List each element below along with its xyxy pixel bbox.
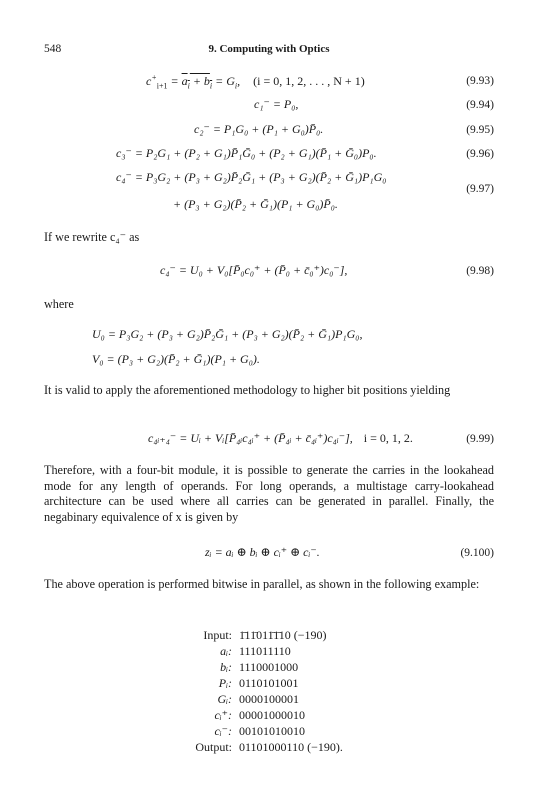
paragraph-valid: It is valid to apply the aforementioned methodology to higher bit positions yielding <box>44 383 451 397</box>
equation-u0: U₀ = P₃G₂ + (P₃ + G₂)P̄₂Ḡ₁ + (P₃ + G₂)(P̄₂ + Ḡ₁)P₁G₀, <box>92 327 363 341</box>
equation-number: (9.100) <box>460 547 494 559</box>
paragraph-above: The above operation is performed bitwise in parallel, as shown in the following example: <box>44 577 480 591</box>
example-row: bᵢ: 1110001000 <box>220 660 299 674</box>
equation-number: (9.97) <box>466 183 494 195</box>
equation-number: (9.95) <box>466 124 494 136</box>
example-row: Gᵢ: 0000100001 <box>217 692 299 706</box>
equation-9-98: c₄⁻ = U₀ + V₀[P̄₀c₀⁺ + (P̄₀ + c̄₀⁺)c₀⁻], <box>160 263 348 277</box>
equation-9-95: c₂⁻ = P₁G₀ + (P₁ + G₀)P̄₀. <box>194 122 324 136</box>
equation-number: (9.99) <box>466 433 494 445</box>
example-row: Pᵢ: 0110101001 <box>218 676 299 690</box>
example-row: Output: 01101000110 (−190). <box>195 740 343 754</box>
equation-9-93: $c^+_{i+1} = a_i + b_i = G_i$, (i = 0, 1, 2, . . . , N + 1) <box>146 73 365 91</box>
example-row: aᵢ: 111011110 <box>220 644 291 658</box>
equation-v0: V₀ = (P₃ + G₂)(P̄₂ + Ḡ₁)(P₁ + G₀). <box>92 352 260 366</box>
paragraph-rewrite: If we rewrite c₄⁻ as <box>44 230 140 244</box>
equation-9-99: c₄ᵢ₊₄⁻ = Uᵢ + Vᵢ[P̄₄ᵢc₄ᵢ⁺ + (P̄₄ᵢ + c̄₄ᵢ⁺)c₄ᵢ⁻], i = 0, 1, 2. <box>148 431 413 445</box>
equation-number: (9.94) <box>466 99 494 111</box>
equation-number: (9.96) <box>466 148 494 160</box>
example-row: cᵢ⁺: 00001000010 <box>214 708 305 722</box>
page-header <box>44 43 494 59</box>
example-row: Input: 1̄11̄011̄1̄10 (−190) <box>203 628 327 642</box>
equation-9-100: zᵢ = aᵢ ⊕ bᵢ ⊕ cᵢ⁺ ⊕ cᵢ⁻. <box>205 545 320 559</box>
page-number: 548 <box>44 43 62 55</box>
equation-9-97-line2: + (P₃ + G₂)(P̄₂ + Ḡ₁)(P₁ + G₀)P̄₀. <box>173 197 338 211</box>
equation-number: (9.93) <box>466 75 494 87</box>
paragraph-where: where <box>44 297 74 311</box>
equation-number: (9.98) <box>466 265 494 277</box>
equation-9-97-line1: c₄⁻ = P₃G₂ + (P₃ + G₂)P̄₂Ḡ₁ + (P₃ + G₂)(P̄₂ + Ḡ₁)P₁G₀ <box>116 170 387 184</box>
paragraph-therefore: Therefore, with a four-bit module, it is possible to generate the carries in the lookahead mode for any length of operands. For long operands, a multistage carry-lookahead architecture can be used where all carries can be generated in parallel. Finally, the negabinary equivalence of x is given by <box>44 463 494 524</box>
equation-9-96: c₃⁻ = P₂G₁ + (P₂ + G₁)P̄₁Ḡ₀ + (P₂ + G₁)(P̄₁ + Ḡ₀)P₀. <box>116 146 377 160</box>
example-row: cᵢ⁻: 00101010010 <box>214 724 305 738</box>
equation-9-94: c₁⁻ = P₀, <box>254 97 299 111</box>
running-head: 9. Computing with Optics <box>208 43 330 55</box>
